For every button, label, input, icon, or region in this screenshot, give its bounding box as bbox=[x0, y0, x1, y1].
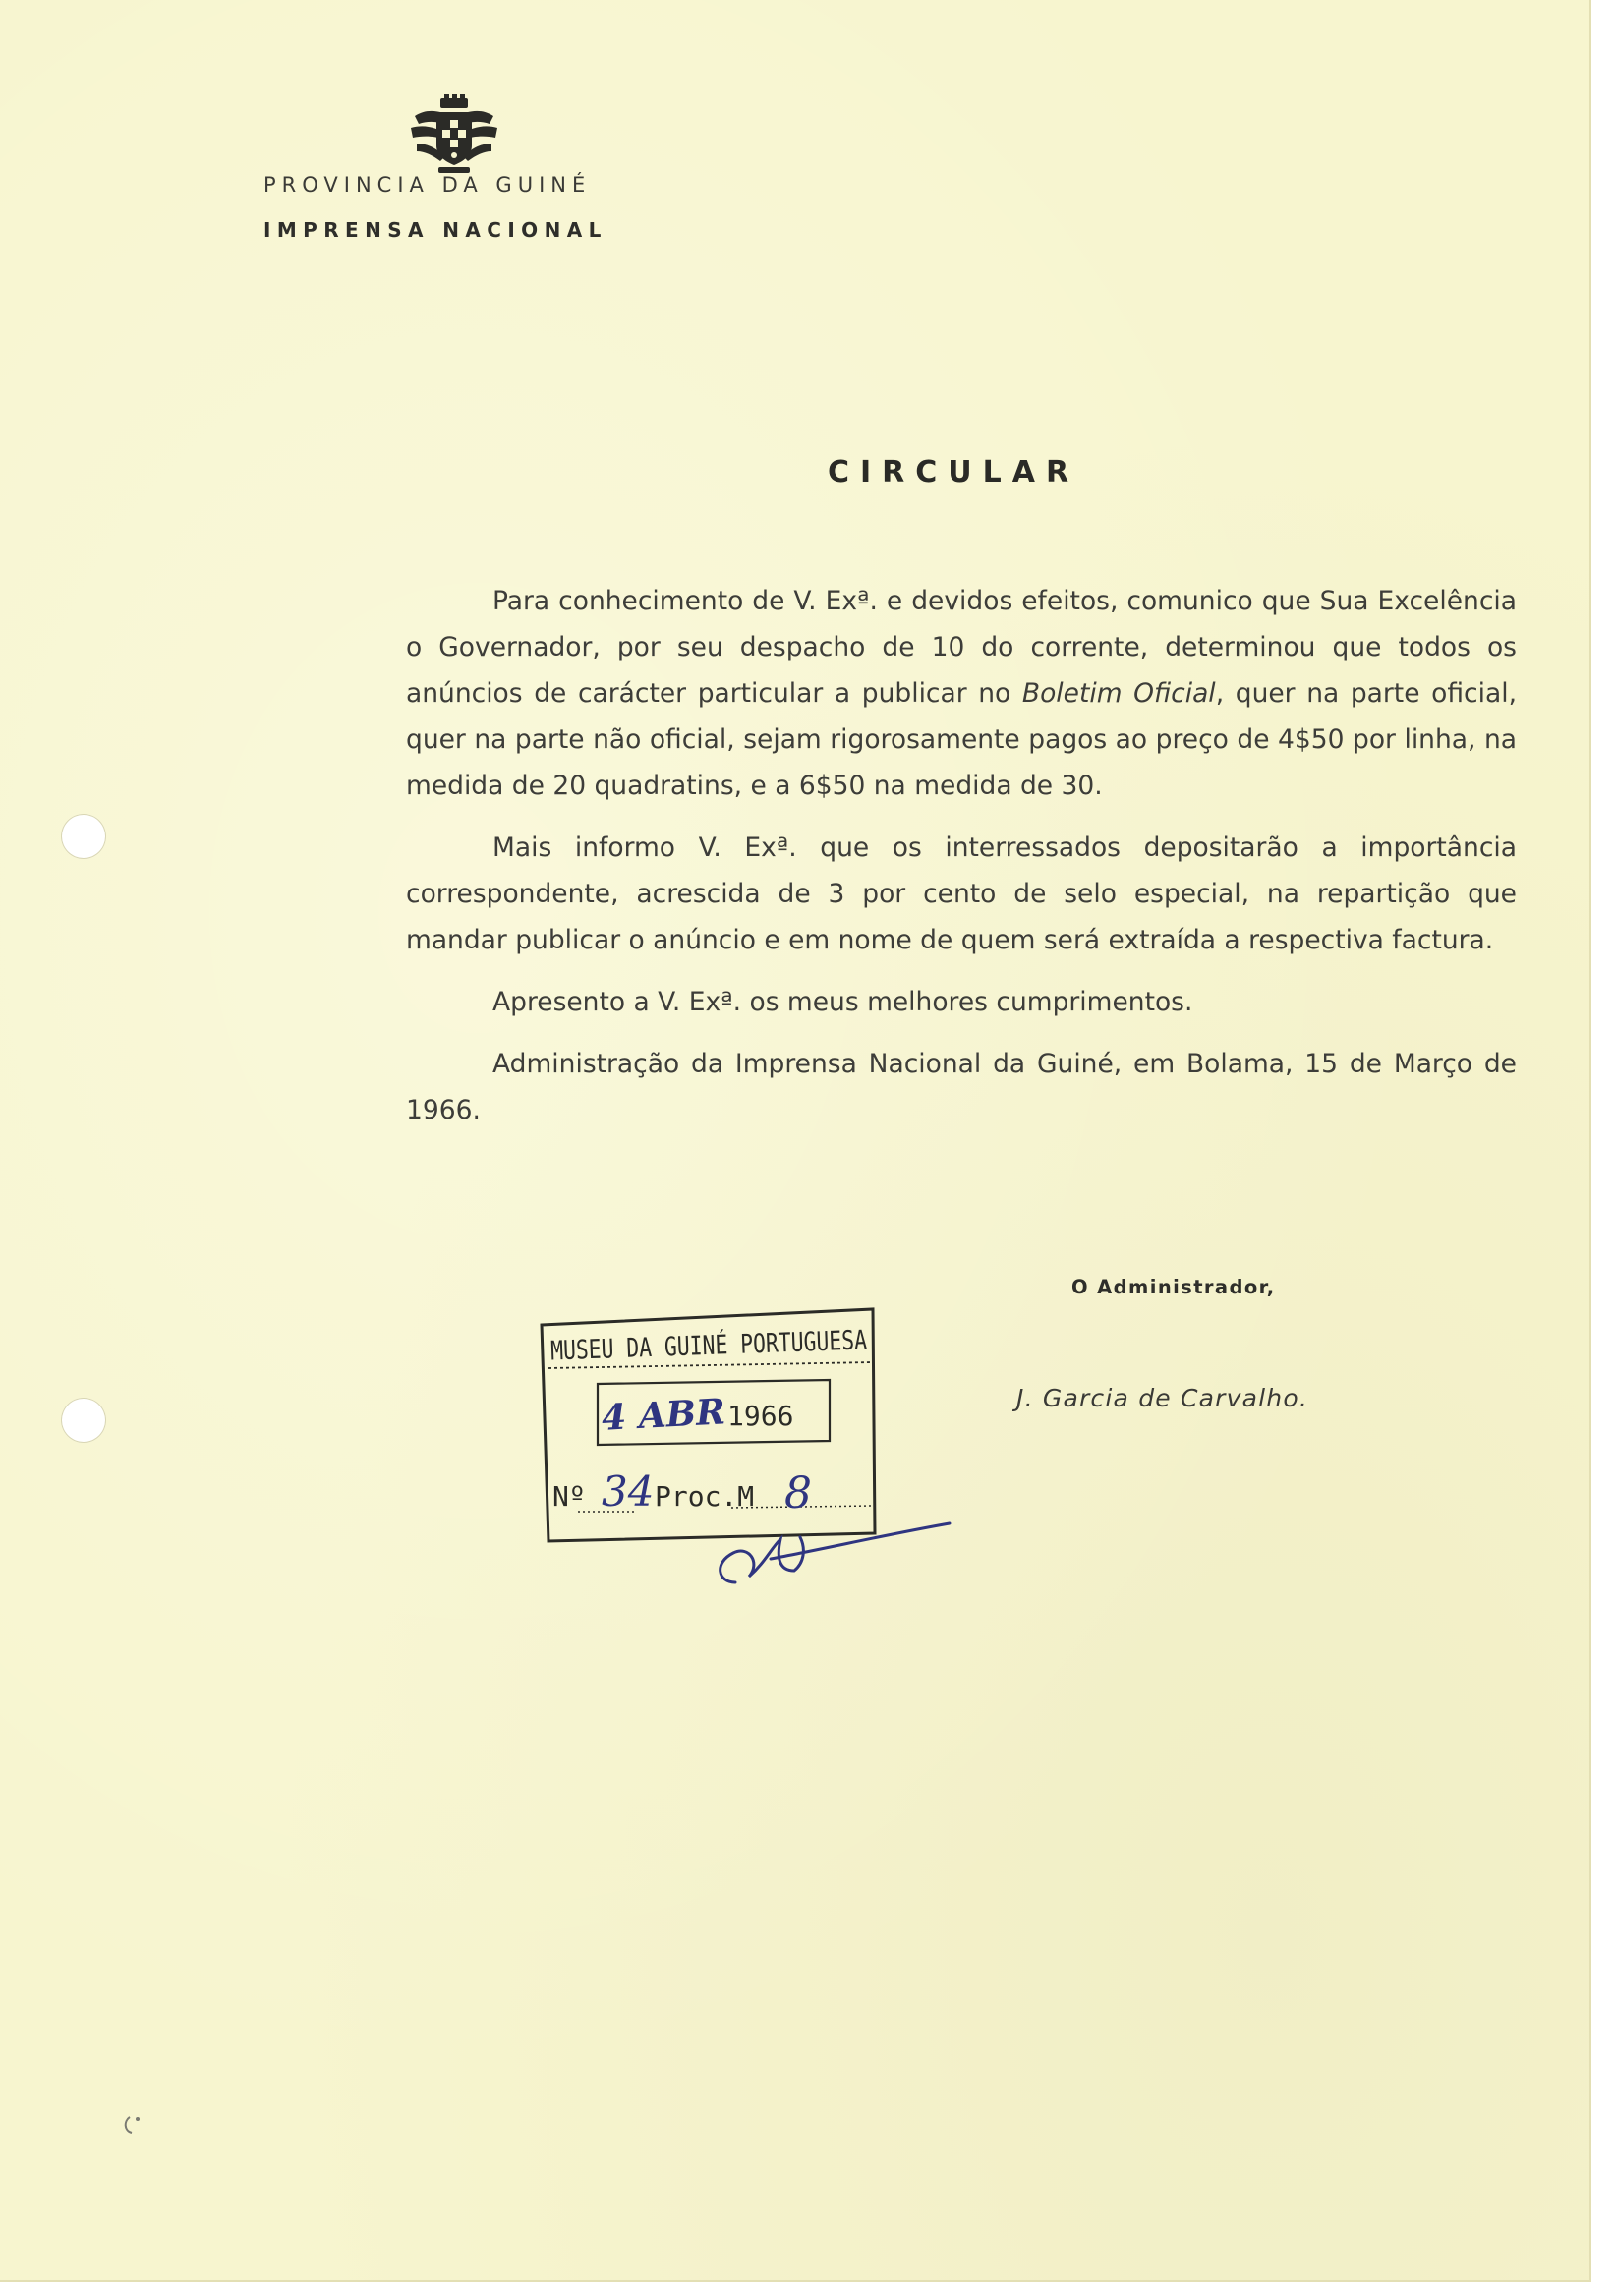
punch-hole-bottom bbox=[61, 1398, 106, 1443]
circular-body bbox=[406, 578, 1517, 1133]
paper-speck bbox=[116, 2111, 155, 2141]
paragraph-place-date: Administração da Imprensa Nacional da Guiné, em Bolama, 15 de Março de 1966. bbox=[406, 1049, 1517, 1125]
punch-hole-top bbox=[61, 814, 106, 859]
stamp-handwritten-date: 4 ABR bbox=[601, 1391, 726, 1439]
coat-of-arms-icon bbox=[407, 94, 501, 177]
stamp-handwritten-proc: 8 bbox=[784, 1468, 812, 1519]
press-heading: IMPRENSA NACIONAL bbox=[263, 218, 607, 242]
stamp-handwritten-number: 34 bbox=[602, 1467, 655, 1516]
document-title: CIRCULAR bbox=[828, 455, 1080, 489]
province-heading: PROVINCIA DA GUINÉ bbox=[263, 173, 592, 197]
museum-stamp bbox=[539, 1305, 952, 1600]
paragraph-announcement: Para conhecimento de V. Exª. e devidos efeitos, comunico que Sua Excelência o Governador, por seu despacho de 10 do corrente, determinou que todos os anúncios de carácter particular a publicar no Boletim Oficial, quer na parte oficial, quer na parte não oficial, sejam rigorosamente pagos ao preço de 4$50 por linha, na medida de 20 quadratins, e a 6$50 na medida de 30. bbox=[406, 586, 1517, 801]
paragraph-deposit: Mais informo V. Exª. que os interressados depositarão a importância correspondente, acrescida de 3 por cento de selo especial, na repartição que mandar publicar o anúncio e em nome de quem será extraída a respectiva factura. bbox=[406, 832, 1517, 955]
initials-scribble bbox=[721, 1523, 950, 1582]
signature-name: J. Garcia de Carvalho. bbox=[1016, 1384, 1308, 1412]
paragraph-greeting: Apresento a V. Exª. os meus melhores cumprimentos. bbox=[492, 987, 1193, 1017]
stamp-number-label: Nº bbox=[552, 1480, 586, 1513]
boletim-oficial-italic: Boletim Oficial bbox=[1021, 678, 1216, 709]
stamp-proc-label: Proc.M bbox=[655, 1480, 755, 1513]
stamp-museum-title: MUSEU DA GUINÉ PORTUGUESA bbox=[549, 1322, 951, 1367]
signature-role: O Administrador, bbox=[1071, 1276, 1276, 1298]
stamp-year: 1966 bbox=[727, 1400, 794, 1432]
